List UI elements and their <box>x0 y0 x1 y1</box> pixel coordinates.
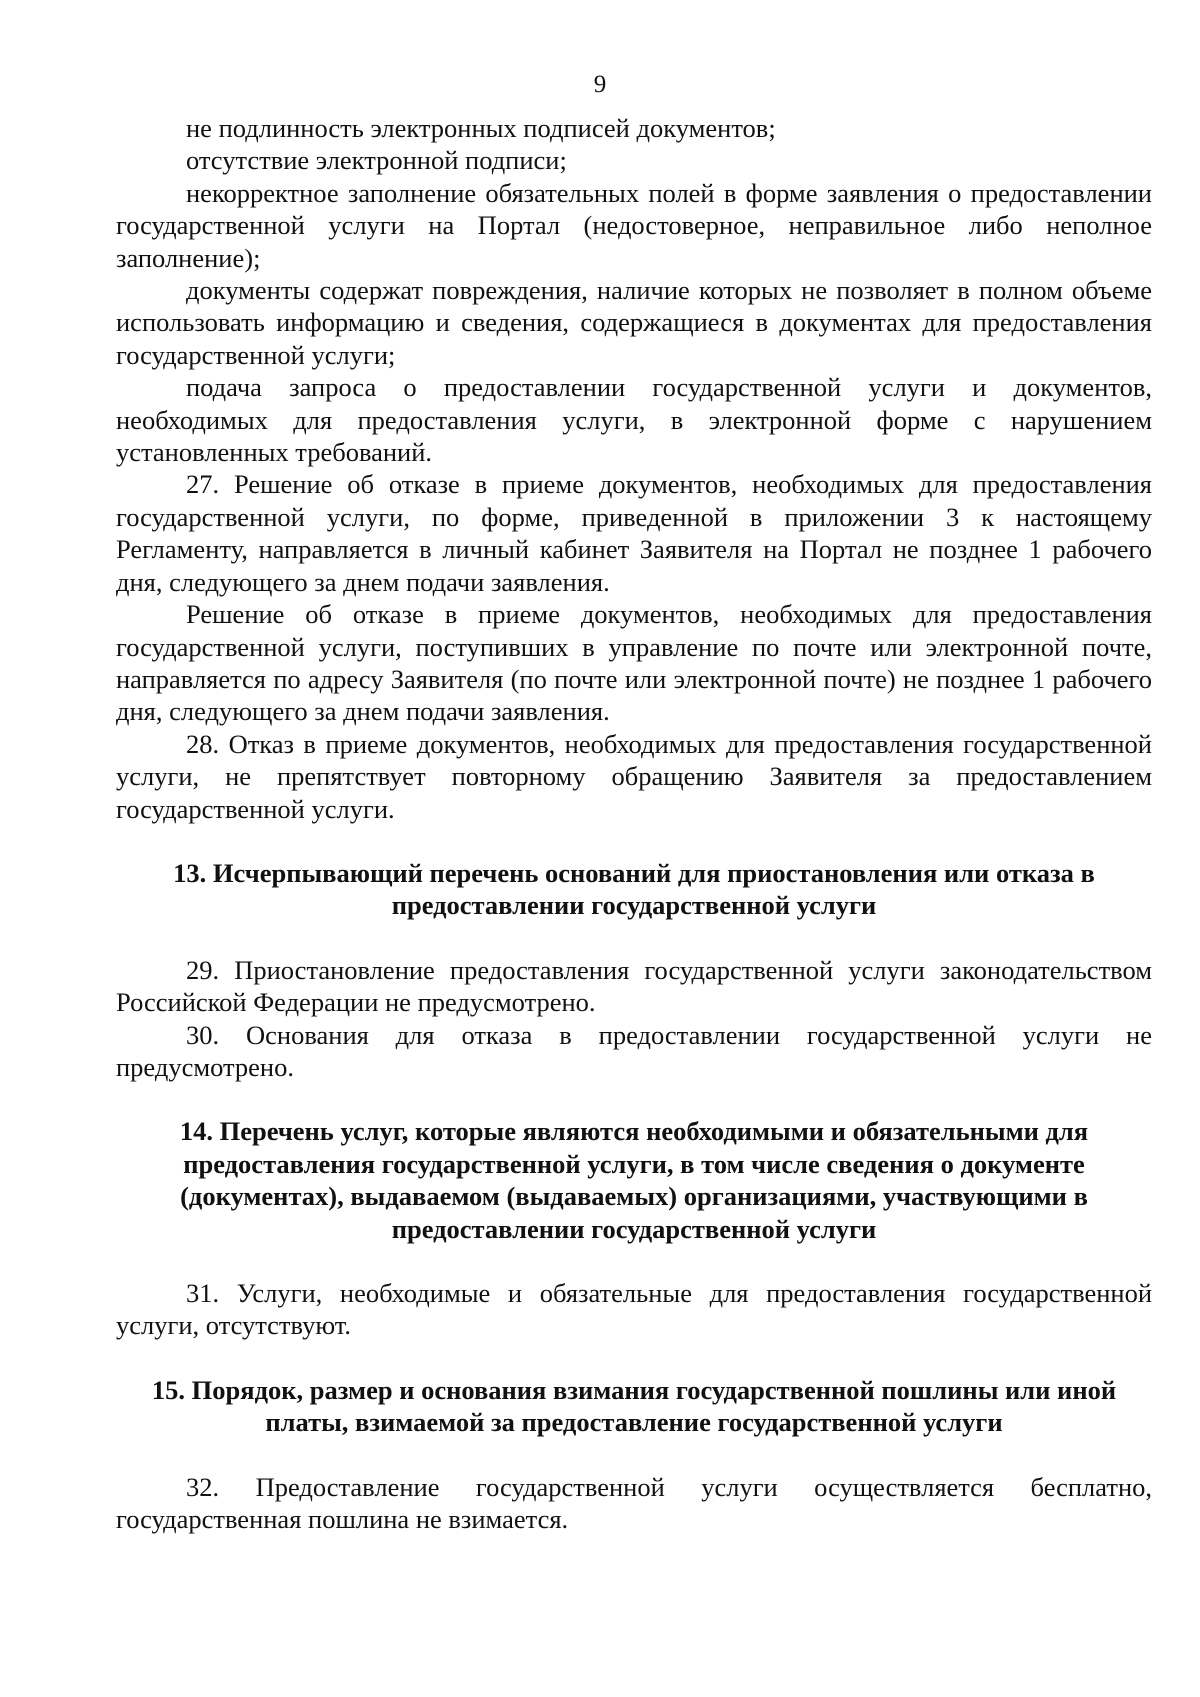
paragraph: подача запроса о предоставлении государственной услуги и документов, необходимых для предоставления услуги, в электронной форме с нарушением установленных требований. <box>116 372 1152 468</box>
paragraph-32: 32. Предоставление государственной услуги осуществляется бесплатно, государственная пошлина не взимается. <box>116 1471 1152 1535</box>
paragraph-30: 30. Основания для отказа в предоставлении государственной услуги не предусмотрено. <box>116 1019 1152 1082</box>
paragraph-28: 28. Отказ в приеме документов, необходимых для предоставления государственной услуги, не препятствует повторному обращению Заявителя за предоставлением государственной услуги. <box>116 728 1152 824</box>
paragraph: не подлинность электронных подписей документов; <box>186 113 776 143</box>
paragraph-31: 31. Услуги, необходимые и обязательные для предоставления государственной услуги, отсутствуют. <box>116 1278 1152 1341</box>
paragraph-27: 27. Решение об отказе в приеме документов, необходимых для предоставления государственной услуги, по форме, приведенной в приложении 3 к настоящему Регламенту, направляется в личный кабинет Заявителя на Портал не позднее 1 рабочего дня, следующего за днем подачи заявления. <box>116 469 1152 597</box>
paragraph: некорректное заполнение обязательных полей в форме заявления о предоставлении государственной услуги на Портал (недостоверное, неправильное либо неполное заполнение); <box>116 177 1152 273</box>
section-14-heading: 14. Перечень услуг, которые являются необходимыми и обязательными для предоставления государственной услуги, в том числе сведения о документе (документах), выдаваемом (выдаваемых) организациями, участвующими в предоставлении государственной услуги <box>179 1116 1089 1244</box>
paragraph: отсутствие электронной подписи; <box>186 145 567 176</box>
section-15-heading: 15. Порядок, размер и основания взимания государственной пошлины или иной платы, взимаемой за предоставление государственной услуги <box>151 1374 1117 1438</box>
document-body <box>116 112 1152 1535</box>
paragraph-29: 29. Приостановление предоставления государственной услуги законодательством Российской Федерации не предусмотрено. <box>116 954 1152 1018</box>
page-number: 9 <box>593 71 607 98</box>
paragraph: Решение об отказе в приеме документов, необходимых для предоставления государственной услуги, поступивших в управление по почте или электронной почте, направляется по адресу Заявителя (по почте или электронной почте) не позднее 1 рабочего дня, следующего за днем подачи заявления. <box>116 599 1152 727</box>
paragraph: документы содержат повреждения, наличие которых не позволяет в полном объеме использовать информацию и сведения, содержащиеся в документах для предоставления государственной услуги; <box>116 275 1152 370</box>
section-13-heading: 13. Исчерпывающий перечень оснований для приостановления или отказа в предоставлении государственной услуги <box>173 857 1095 921</box>
